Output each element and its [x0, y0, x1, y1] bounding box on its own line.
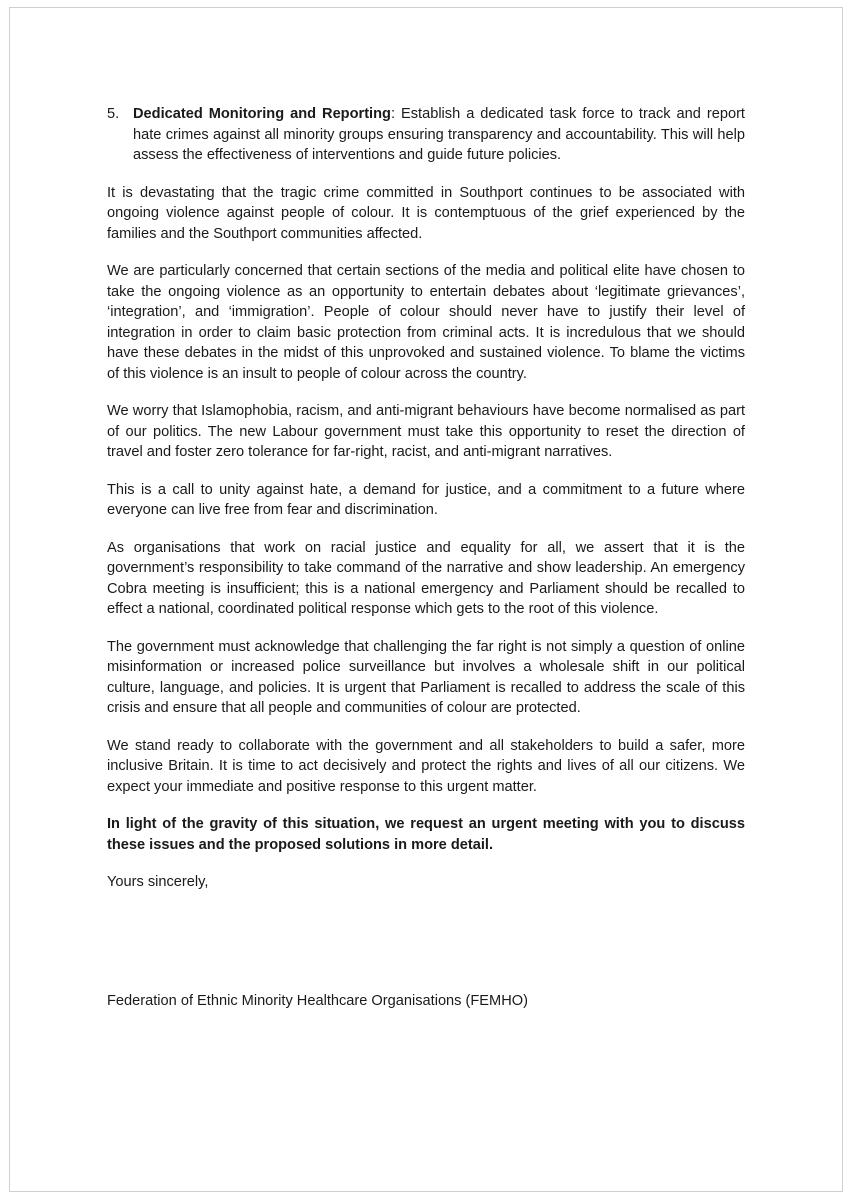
closing-salutation: Yours sincerely, [107, 874, 209, 890]
signature-organisation: Federation of Ethnic Minority Healthcare Organisations (FEMHO) [107, 992, 528, 1009]
paragraph-organisations: As organisations that work on racial justice and equality for all, we assert that it is the government’s responsibility to take command of the narrative and show leadership. An emergency Cobra meeting is insufficient; this is a national emergency and Parliament should be recalled to effect a national, coordinated political response which gets to the root of this violence. [107, 539, 745, 617]
paragraph-call-to-unity: This is a call to unity against hate, a demand for justice, and a commitment to a future where everyone can live free from fear and discrimination. [107, 481, 745, 518]
paragraph-islamophobia: We worry that Islamophobia, racism, and anti-migrant behaviours have become normalised as part of our politics. The new Labour government must take this opportunity to reset the direction of travel and foster zero tolerance for far-right, racist, and anti-migrant narratives. [107, 403, 745, 460]
paragraph-media-concern: We are particularly concerned that certain sections of the media and political elite have chosen to take the ongoing violence as an opportunity to entertain debates about ‘legitimate grievances’, ‘integration’, and ‘immigration’. People of colour should never have to justify their level of integration in order to claim basic protection from criminal acts. It is incredulous that we should have these debates in the midst of this unprovoked and sustained violence. To blame the victims of this violence is an insult to people of colour across the country. [107, 263, 745, 382]
list-item-5 [107, 104, 745, 166]
paragraph-government-acknowledge: The government must acknowledge that challenging the far right is not simply a question of online misinformation or increased police surveillance but involves a wholesale shift in our political culture, language, and policies. It is urgent that Parliament is recalled to address the scale of this crisis and ensure that all people and communities of colour are protected. [107, 638, 745, 716]
list-item-heading: Dedicated Monitoring and Reporting [133, 106, 391, 122]
list-number: 5. [107, 106, 120, 122]
list-item-text: : Establish a dedicated task force to track and report hate crimes against all minority groups ensuring transparency and accountability. This will help assess the effectiveness of interventions and guide future policies. [133, 106, 745, 163]
paragraph-southport: It is devastating that the tragic crime committed in Southport continues to be associated with ongoing violence against people of colour. It is contemptuous of the grief experienced by the families and the Southport communities affected. [107, 184, 745, 242]
paragraph-stand-ready: We stand ready to collaborate with the government and all stakeholders to build a safer, more inclusive Britain. It is time to act decisively and protect the rights and lives of all our citizens. We expect your immediate and positive response to this urgent matter. [107, 737, 745, 795]
paragraph-meeting-request: In light of the gravity of this situation, we request an urgent meeting with you to discuss these issues and the proposed solutions in more detail. [107, 816, 745, 853]
letter-body [107, 104, 745, 1011]
